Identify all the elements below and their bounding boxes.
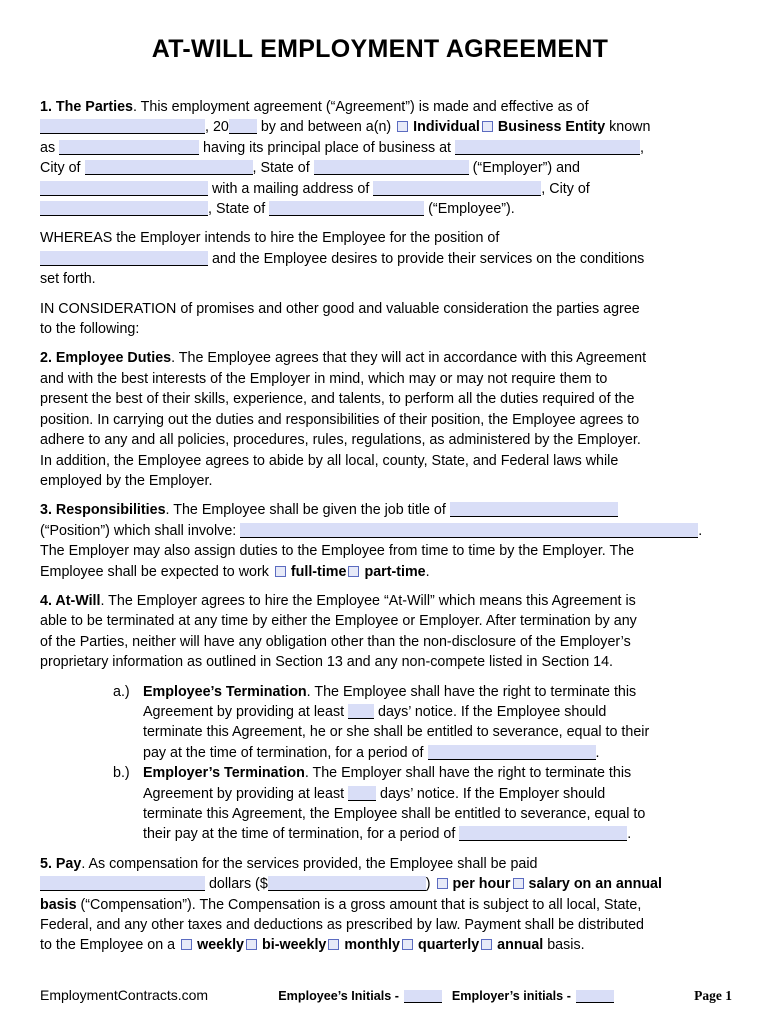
text: . bbox=[627, 826, 632, 843]
field-job-duties[interactable] bbox=[240, 523, 698, 538]
field-mailing-address[interactable] bbox=[373, 181, 541, 196]
field-employee-severance-period[interactable] bbox=[428, 745, 596, 760]
text: terminate this Agreement, the Employee shall be entitled to severance, equal to bbox=[143, 806, 646, 822]
employer-initials-label: Employer’s initials - bbox=[451, 989, 571, 1003]
text: having its principal place of business at bbox=[199, 139, 455, 156]
text: Federal, and any other taxes and deductions as prescribed by law. Payment shall be distributed bbox=[40, 917, 645, 934]
section-heading: 1. The Parties bbox=[40, 99, 133, 115]
line bbox=[40, 541, 720, 561]
checkbox-full-time[interactable] bbox=[275, 566, 286, 577]
line bbox=[40, 824, 720, 844]
list-label: a.) bbox=[113, 683, 130, 700]
field-pay-amount-words[interactable] bbox=[40, 876, 205, 891]
text: as bbox=[40, 139, 60, 156]
subsection-a-employee-termination bbox=[40, 682, 720, 764]
line bbox=[40, 652, 720, 672]
page-footer bbox=[40, 985, 732, 1006]
text: Employee shall be expected to work bbox=[40, 563, 273, 580]
text: pay at the time of termination, for a period of bbox=[143, 744, 428, 761]
text: , 20 bbox=[205, 119, 229, 136]
section-2-employee-duties bbox=[40, 348, 720, 491]
checkbox-label: part-time bbox=[364, 563, 426, 580]
subsection-heading: Employee’s Termination bbox=[143, 683, 307, 700]
line bbox=[40, 521, 720, 541]
text: . The Employer shall have the right to terminate this bbox=[304, 765, 632, 782]
checkbox-label: salary on an annual bbox=[528, 876, 662, 893]
checkbox-label: Business Entity bbox=[497, 119, 606, 136]
document-title: AT-WILL EMPLOYMENT AGREEMENT bbox=[151, 35, 609, 63]
text: City of bbox=[40, 160, 85, 177]
text: their pay at the time of termination, for a period of bbox=[143, 826, 460, 843]
text: . bbox=[425, 563, 430, 580]
line bbox=[40, 299, 720, 319]
text: ) bbox=[425, 876, 435, 893]
line bbox=[40, 389, 720, 409]
text: to the following: bbox=[40, 321, 140, 338]
line bbox=[40, 348, 720, 368]
subsection-b-employer-termination bbox=[40, 763, 720, 845]
line bbox=[40, 430, 720, 450]
text: dollars ($ bbox=[205, 876, 268, 893]
text: , State of bbox=[252, 160, 314, 177]
checkbox-business-entity[interactable] bbox=[482, 121, 493, 132]
text: . The Employee shall be given the job title of bbox=[165, 502, 450, 519]
field-position[interactable] bbox=[40, 251, 208, 266]
line bbox=[40, 117, 720, 137]
line bbox=[40, 682, 720, 702]
checkbox-label: monthly bbox=[344, 937, 400, 954]
whereas-clause bbox=[40, 228, 720, 289]
text: In addition, the Employee agrees to abide by all local, county, State, and Federal laws while bbox=[40, 452, 619, 469]
field-effective-date[interactable] bbox=[40, 119, 205, 134]
checkbox-label: basis bbox=[40, 896, 77, 913]
field-employee-city[interactable] bbox=[40, 201, 208, 216]
field-employee-state[interactable] bbox=[269, 201, 424, 216]
line bbox=[40, 369, 720, 389]
line bbox=[40, 763, 720, 783]
line bbox=[40, 228, 720, 248]
section-1-parties bbox=[40, 97, 720, 219]
text: days’ notice. If the Employer should bbox=[376, 785, 606, 802]
text: by and between a(n) bbox=[256, 119, 396, 136]
line bbox=[40, 138, 720, 158]
text: , bbox=[639, 139, 644, 156]
text: , City of bbox=[541, 180, 590, 197]
section-heading: 4. At-Will bbox=[40, 592, 101, 609]
field-employee-notice-days[interactable] bbox=[348, 704, 374, 719]
line bbox=[40, 451, 720, 471]
checkbox-label: Individual bbox=[413, 119, 480, 136]
text: (“Compensation”). The Compensation is a gross amount that is subject to all local, State, bbox=[76, 896, 642, 913]
line bbox=[40, 702, 720, 722]
text: Agreement by providing at least bbox=[143, 785, 349, 802]
text: Agreement by providing at least bbox=[143, 703, 349, 720]
section-3-responsibilities bbox=[40, 500, 720, 582]
text: known bbox=[605, 119, 651, 136]
list-label: b.) bbox=[113, 765, 130, 782]
text: . This employment agreement (“Agreement”) is made and effective as of bbox=[132, 99, 589, 115]
checkbox-annual[interactable] bbox=[481, 939, 492, 950]
checkbox-monthly[interactable] bbox=[328, 939, 339, 950]
line bbox=[40, 784, 720, 804]
field-employer-city[interactable] bbox=[85, 160, 253, 175]
line bbox=[40, 269, 720, 289]
text: proprietary information as outlined in Section 13 and any non-compete listed in Section 14. bbox=[40, 654, 614, 671]
line bbox=[40, 562, 720, 582]
section-heading: 5. Pay bbox=[40, 855, 82, 872]
section-heading: 2. Employee Duties bbox=[40, 350, 172, 367]
text: and the Employee desires to provide their services on the conditions bbox=[208, 250, 645, 267]
consideration-clause bbox=[40, 299, 720, 340]
checkbox-bi-weekly[interactable] bbox=[246, 939, 257, 950]
line bbox=[40, 500, 720, 520]
text: position. In carrying out the duties and responsibilities of their position, the Employee agrees to bbox=[40, 411, 640, 428]
page-number: Page 1 bbox=[694, 988, 732, 1003]
field-effective-year[interactable] bbox=[229, 119, 257, 134]
line bbox=[40, 804, 720, 824]
line bbox=[40, 179, 720, 199]
text: IN CONSIDERATION of promises and other good and valuable consideration the parties agree bbox=[40, 300, 640, 317]
line bbox=[40, 410, 720, 430]
checkbox-label: weekly bbox=[197, 937, 244, 954]
line bbox=[40, 319, 720, 339]
field-employer-name[interactable] bbox=[59, 140, 199, 155]
text: present the best of their skills, experience, and talents, to perform all the duties required of the bbox=[40, 391, 635, 408]
line bbox=[40, 249, 720, 269]
line bbox=[40, 158, 720, 178]
field-employer-notice-days[interactable] bbox=[348, 786, 376, 801]
checkbox-label: full-time bbox=[290, 563, 347, 580]
line bbox=[40, 97, 720, 117]
text: (“Position”) which shall involve: bbox=[40, 522, 241, 539]
section-4-at-will bbox=[40, 591, 720, 673]
line bbox=[40, 915, 720, 935]
checkbox-label: bi-weekly bbox=[262, 937, 327, 954]
line bbox=[40, 611, 720, 631]
text: . As compensation for the services provided, the Employee shall be paid bbox=[81, 855, 538, 872]
line bbox=[40, 471, 720, 491]
site-name: EmploymentContracts.com bbox=[40, 987, 209, 1003]
checkbox-salary-annual[interactable] bbox=[513, 878, 524, 889]
field-employer-state[interactable] bbox=[314, 160, 469, 175]
section-heading: 3. Responsibilities bbox=[40, 502, 166, 519]
checkbox-part-time[interactable] bbox=[348, 566, 359, 577]
line bbox=[40, 935, 720, 955]
field-employer-severance-period[interactable] bbox=[459, 826, 627, 841]
field-pay-amount-number[interactable] bbox=[268, 876, 426, 891]
text: able to be terminated at any time by either the Employee or Employer. After termination by any bbox=[40, 613, 637, 630]
field-employer-initials[interactable] bbox=[576, 990, 614, 1003]
text: . The Employer agrees to hire the Employee “At-Will” which means this Agreement is bbox=[100, 592, 636, 609]
checkbox-per-hour[interactable] bbox=[437, 878, 448, 889]
text: The Employer may also assign duties to the Employee from time to time by the Employer. The bbox=[40, 543, 635, 560]
line bbox=[40, 722, 720, 742]
initials-block bbox=[278, 986, 624, 1006]
field-employee-initials[interactable] bbox=[404, 990, 442, 1003]
line bbox=[40, 895, 720, 915]
field-employee-name[interactable] bbox=[40, 181, 208, 196]
checkbox-label: annual bbox=[497, 937, 544, 954]
field-business-address[interactable] bbox=[455, 140, 640, 155]
field-job-title[interactable] bbox=[450, 502, 618, 517]
text: . The Employee shall have the right to terminate this bbox=[306, 683, 637, 700]
checkbox-quarterly[interactable] bbox=[402, 939, 413, 950]
text: . The Employee agrees that they will act in accordance with this Agreement bbox=[171, 350, 647, 367]
text: terminate this Agreement, he or she shall be entitled to severance, equal to their bbox=[143, 724, 650, 741]
checkbox-label: quarterly bbox=[417, 937, 480, 954]
checkbox-weekly[interactable] bbox=[181, 939, 192, 950]
employee-initials-label: Employee’s Initials - bbox=[278, 989, 399, 1003]
text: (“Employer”) and bbox=[468, 160, 580, 177]
text: , State of bbox=[208, 201, 270, 218]
section-5-pay bbox=[40, 854, 720, 956]
text: . bbox=[595, 744, 600, 761]
text: to the Employee on a bbox=[40, 937, 180, 954]
text: basis. bbox=[543, 937, 585, 954]
line bbox=[40, 591, 720, 611]
subsection-heading: Employer’s Termination bbox=[143, 765, 305, 782]
text: WHEREAS the Employer intends to hire the Employee for the position of bbox=[40, 230, 500, 247]
line bbox=[40, 874, 720, 894]
text: and with the best interests of the Employer in mind, which may or may not require them to bbox=[40, 370, 608, 387]
text: of the Parties, neither will have any obligation other than the non-disclosure of the Employer’s bbox=[40, 633, 631, 650]
text: with a mailing address of bbox=[208, 180, 374, 197]
line bbox=[40, 199, 720, 219]
line bbox=[40, 743, 720, 763]
text: employed by the Employer. bbox=[40, 472, 213, 489]
checkbox-individual[interactable] bbox=[397, 121, 408, 132]
line bbox=[40, 854, 720, 874]
text: set forth. bbox=[40, 271, 96, 288]
text: days’ notice. If the Employee should bbox=[374, 703, 607, 720]
checkbox-label: per hour bbox=[452, 876, 511, 893]
text: adhere to any and all policies, procedures, rules, regulations, as administered by the Employer. bbox=[40, 432, 641, 449]
text: (“Employee”). bbox=[424, 201, 515, 218]
text: . bbox=[698, 522, 703, 539]
line bbox=[40, 632, 720, 652]
